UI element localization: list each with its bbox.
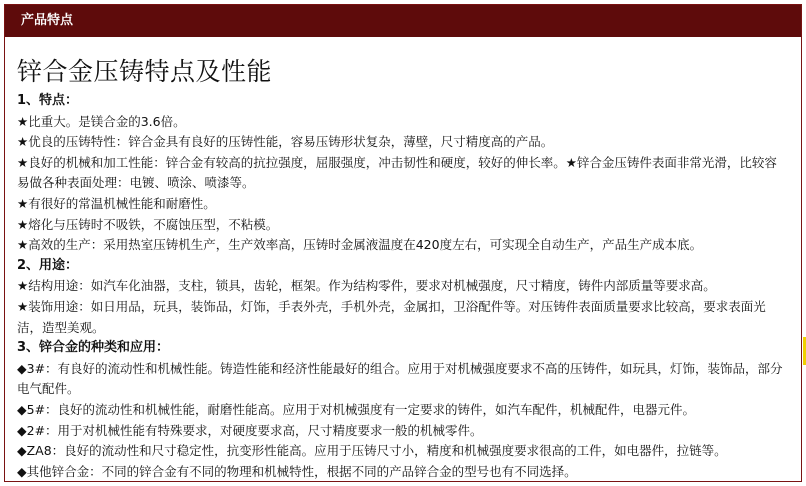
text-line: ◆3#：有良好的流动性和机械性能。铸造性能和经济性能最好的组合。应用于对机械强度要求不高的压铸件，如玩具，灯饰，装饰品，部分电气配件。 bbox=[17, 360, 783, 397]
panel-header-label: 产品特点 bbox=[21, 13, 74, 28]
text-line: ★熔化与压铸时不吸铁，不腐蚀压型，不粘模。 bbox=[17, 216, 279, 232]
text-line: ★有很好的常温机械性能和耐磨性。 bbox=[17, 195, 216, 211]
text-line: ★良好的机械和加工性能：锌合金有较高的抗拉强度，屈服强度，冲击韧性和硬度，较好的伸长率。★锌合金压铸件表面非常光滑，比较容易做各种表面处理：电镀、喷涂、喷漆等。 bbox=[17, 154, 777, 191]
section-uses bbox=[17, 256, 789, 338]
text-line: ★结构用途：如汽车化油器，支柱，锁具，齿轮，框架。作为结构零件，要求对机械强度，尺寸精度，铸件内部质量等要求高。 bbox=[17, 278, 716, 294]
text-line: ★装饰用途：如日用品，玩具，装饰品，灯饰，手表外壳，手机外壳，金属扣，卫浴配件等。对压铸件表面质量要求比较高，要求表面光洁，造型美观。 bbox=[17, 298, 766, 335]
product-features-panel bbox=[4, 4, 802, 482]
section-alloy-types bbox=[17, 338, 789, 482]
text-line: ◆ZA8：良好的流动性和尺寸稳定性，抗变形性能高。应用于压铸尺寸小，精度和机械强度要求很高的工件，如电器件，拉链等。 bbox=[17, 443, 727, 459]
section-heading: 2、用途： bbox=[17, 257, 79, 273]
section-heading: 1、特点： bbox=[17, 93, 79, 108]
text-line: ★高效的生产：采用热室压铸机生产，生产效率高，压铸时金属液温度在420度左右，可实现全自动生产，产品生产成本底。 bbox=[17, 237, 703, 253]
section-features bbox=[17, 91, 789, 256]
text-line: ◆5#：良好的流动性和机械性能，耐磨性能高。应用于对机械强度有一定要求的铸件，如汽车配件，机械配件，电器元件。 bbox=[17, 401, 696, 417]
text-line: ★优良的压铸特性：锌合金具有良好的压铸性能，容易压铸形状复杂，薄壁，尺寸精度高的产品。 bbox=[17, 134, 554, 150]
panel-content bbox=[5, 37, 801, 482]
section-heading: 3、锌合金的种类和应用： bbox=[17, 340, 170, 356]
panel-header bbox=[5, 5, 801, 37]
page-title: 锌合金压铸特点及性能 bbox=[17, 57, 273, 86]
text-line: ◆其他锌合金：不同的锌合金有不同的物理和机械特性，根据不同的产品锌合金的型号也有不同选择。 bbox=[17, 463, 577, 479]
text-line: ◆2#：用于对机械性能有特殊要求，对硬度要求高，尺寸精度要求一般的机械零件。 bbox=[17, 422, 483, 438]
text-line: ★比重大。是镁合金的3.6倍。 bbox=[17, 113, 186, 129]
